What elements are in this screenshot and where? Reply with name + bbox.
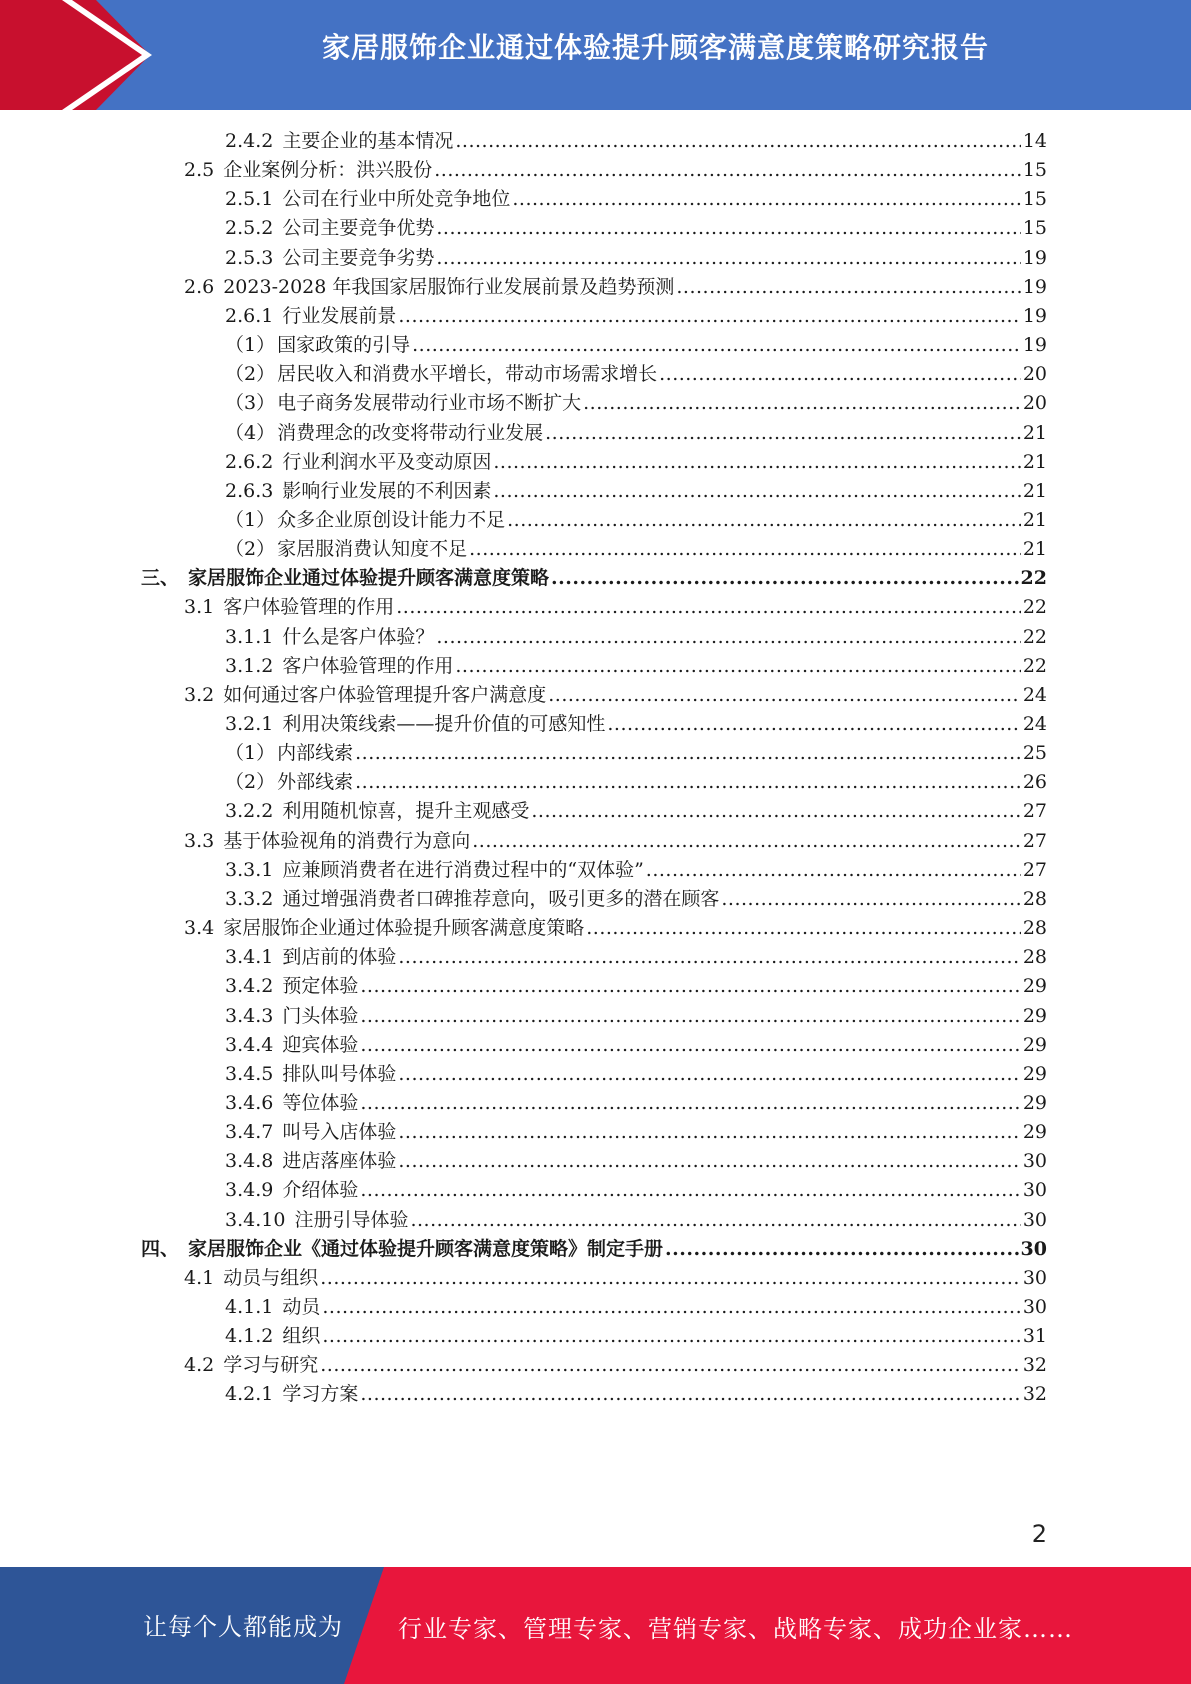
toc-entry-title: 如何通过客户体验管理提升客户满意度 xyxy=(223,683,547,706)
toc-entry-page: 22 xyxy=(1022,625,1047,648)
toc-entry[interactable] xyxy=(225,796,1047,826)
toc-entry-number: 3.4.10 xyxy=(225,1208,286,1231)
toc-entry-title: 公司主要竞争劣势 xyxy=(282,246,435,269)
toc-dot-leader xyxy=(412,330,1021,360)
toc-entry-number: （1） xyxy=(225,334,276,357)
toc-entry-number: 2.5.3 xyxy=(225,246,274,269)
toc-entry-title: 影响行业发展的不利因素 xyxy=(282,479,492,502)
toc-entry-number: 2.6.2 xyxy=(225,450,274,473)
toc-entry-number: 4.2.1 xyxy=(225,1383,274,1406)
toc-entry[interactable] xyxy=(225,1117,1047,1147)
toc-entry-page: 30 xyxy=(1022,1179,1047,1202)
toc-entry-number: （2） xyxy=(225,538,276,561)
toc-dot-leader xyxy=(583,388,1021,418)
toc-entry[interactable] xyxy=(225,1379,1047,1409)
page-header xyxy=(0,0,1191,110)
toc-entry-page: 29 xyxy=(1022,1004,1047,1027)
toc-entry-page: 30 xyxy=(1022,1296,1047,1318)
toc-entry[interactable] xyxy=(225,534,1047,564)
toc-entry[interactable] xyxy=(225,1059,1047,1089)
toc-entry-title: 2023-2028 年我国家居服饰行业发展前景及趋势预测 xyxy=(223,275,675,298)
toc-entry-title: 进店落座体验 xyxy=(282,1150,397,1173)
toc-entry[interactable] xyxy=(225,1321,1047,1351)
toc-entry-number: 2.5.1 xyxy=(225,188,274,211)
toc-entry-title: 什么是客户体验？ xyxy=(282,625,435,648)
toc-dot-leader xyxy=(360,1001,1020,1031)
toc-entry-title: 主要企业的基本情况 xyxy=(282,130,454,152)
toc-entry-number: （3） xyxy=(225,392,276,415)
toc-entry[interactable] xyxy=(225,1146,1047,1176)
toc-entry[interactable] xyxy=(184,1263,1047,1293)
toc-entry-page: 29 xyxy=(1022,1033,1047,1056)
header-red-arrow xyxy=(0,0,150,110)
toc-entry-title: 排队叫号体验 xyxy=(282,1062,397,1085)
toc-entry[interactable] xyxy=(225,855,1047,885)
toc-dot-leader xyxy=(436,213,1020,243)
toc-dot-leader xyxy=(455,126,1020,156)
toc-entry-title: 众多企业原创设计能力不足 xyxy=(277,508,506,531)
toc-entry-title: 基于体验视角的消费行为意向 xyxy=(223,829,471,852)
toc-dot-leader xyxy=(410,1205,1020,1235)
toc-entry[interactable] xyxy=(225,767,1047,797)
toc-entry-title: 电子商务发展带动行业市场不断扩大 xyxy=(277,392,582,415)
toc-entry-page: 26 xyxy=(1022,771,1047,794)
toc-entry[interactable] xyxy=(225,1175,1047,1205)
toc-entry-page: 32 xyxy=(1022,1383,1047,1406)
toc-entry-number: 3.3 xyxy=(184,829,215,852)
toc-entry[interactable] xyxy=(225,388,1047,418)
toc-dot-leader xyxy=(507,505,1021,535)
toc-entry-page: 21 xyxy=(1022,508,1047,531)
toc-entry-number: 3.4.4 xyxy=(225,1033,274,1056)
toc-entry[interactable] xyxy=(225,1205,1047,1235)
toc-dot-leader xyxy=(396,592,1021,622)
toc-entry-page: 20 xyxy=(1022,363,1047,386)
toc-entry[interactable] xyxy=(225,1292,1047,1322)
toc-entry-title: 叫号入店体验 xyxy=(282,1121,397,1144)
toc-entry-title: 家居服消费认知度不足 xyxy=(277,538,468,561)
toc-entry-page: 22 xyxy=(1020,567,1047,590)
toc-entry-page: 29 xyxy=(1022,1062,1047,1085)
page-number: 2 xyxy=(1031,1520,1047,1548)
toc-entry-number: （1） xyxy=(225,742,276,765)
toc-entry-number: 3.1 xyxy=(184,596,215,619)
toc-entry-number: 3.4.9 xyxy=(225,1179,274,1202)
toc-dot-leader xyxy=(398,942,1020,972)
toc-entry[interactable] xyxy=(184,155,1047,185)
toc-dot-leader xyxy=(586,913,1021,943)
toc-entry-page: 30 xyxy=(1020,1237,1047,1260)
toc-entry[interactable] xyxy=(225,330,1047,360)
toc-entry-title: 预定体验 xyxy=(282,975,359,998)
toc-dot-leader xyxy=(721,884,1020,914)
toc-dot-leader xyxy=(665,1234,1019,1264)
toc-dot-leader xyxy=(548,680,1021,710)
toc-entry-page: 29 xyxy=(1022,975,1047,998)
toc-entry-number: （2） xyxy=(225,363,276,386)
toc-entry-title: 行业发展前景 xyxy=(282,304,397,327)
toc-entry-page: 31 xyxy=(1022,1325,1047,1348)
toc-entry-page: 20 xyxy=(1022,392,1047,415)
toc-entry[interactable] xyxy=(225,622,1047,652)
toc-dot-leader xyxy=(355,738,1021,768)
toc-entry-title: 动员 xyxy=(282,1296,321,1318)
toc-entry-title: 消费理念的改变将带动行业发展 xyxy=(277,421,544,444)
toc-entry-title: 通过增强消费者口碑推荐意向，吸引更多的潜在顾客 xyxy=(282,887,720,910)
toc-dot-leader xyxy=(531,796,1020,826)
toc-entry-number: 3.4.7 xyxy=(225,1121,274,1144)
toc-entry-page: 14 xyxy=(1022,130,1047,152)
toc-entry-title: 注册引导体验 xyxy=(294,1208,409,1231)
toc-entry-title: 居民收入和消费水平增长，带动市场需求增长 xyxy=(277,363,658,386)
toc-entry-number: 3.3.2 xyxy=(225,887,274,910)
toc-entry[interactable] xyxy=(225,505,1047,535)
toc-entry-title: 迎宾体验 xyxy=(282,1033,359,1056)
toc-entry-number: 2.5 xyxy=(184,159,215,182)
toc-entry[interactable] xyxy=(184,272,1047,302)
toc-entry[interactable] xyxy=(225,738,1047,768)
toc-entry-title: 利用随机惊喜，提升主观感受 xyxy=(282,800,530,823)
toc-entry[interactable] xyxy=(225,213,1047,243)
toc-entry[interactable] xyxy=(141,1234,1047,1264)
toc-entry-page: 22 xyxy=(1022,596,1047,619)
toc-entry-title: 公司在行业中所处竞争地位 xyxy=(282,188,511,211)
page-footer xyxy=(0,1567,1191,1684)
toc-entry-page: 28 xyxy=(1022,917,1047,940)
toc-dot-leader xyxy=(398,1146,1020,1176)
toc-entry[interactable] xyxy=(225,971,1047,1001)
toc-dot-leader xyxy=(360,971,1020,1001)
toc-dot-leader xyxy=(398,1117,1020,1147)
toc-entry[interactable] xyxy=(225,709,1047,739)
toc-entry-page: 28 xyxy=(1022,887,1047,910)
toc-dot-leader xyxy=(676,272,1020,302)
toc-entry[interactable] xyxy=(225,476,1047,506)
toc-entry[interactable] xyxy=(184,913,1047,943)
toc-entry[interactable] xyxy=(225,126,1047,156)
toc-entry-title: 家居服饰企业通过体验提升顾客满意度策略 xyxy=(223,917,585,940)
toc-entry-page: 15 xyxy=(1022,188,1047,211)
toc-dot-leader xyxy=(322,1321,1020,1351)
toc-dot-leader xyxy=(659,359,1021,389)
toc-entry-number: 2.4.2 xyxy=(225,130,274,152)
toc-entry-title: 家居服饰企业《通过体验提升顾客满意度策略》制定手册 xyxy=(188,1237,664,1260)
toc-dot-leader xyxy=(320,1263,1021,1293)
toc-entry-page: 15 xyxy=(1022,217,1047,240)
toc-entry-number: 3.4.1 xyxy=(225,946,274,969)
toc-dot-leader xyxy=(493,447,1020,477)
toc-dot-leader xyxy=(512,184,1020,214)
toc-entry-title: 组织 xyxy=(282,1325,321,1348)
toc-entry-number: 2.6 xyxy=(184,275,215,298)
toc-entry[interactable] xyxy=(225,1001,1047,1031)
toc-entry-page: 21 xyxy=(1022,479,1047,502)
toc-dot-leader xyxy=(551,563,1019,593)
toc-entry[interactable] xyxy=(225,1030,1047,1060)
toc-entry[interactable] xyxy=(225,942,1047,972)
toc-entry-page: 19 xyxy=(1022,334,1047,357)
toc-entry-title: 客户体验管理的作用 xyxy=(282,654,454,677)
toc-dot-leader xyxy=(607,709,1020,739)
toc-entry-page: 19 xyxy=(1022,246,1047,269)
toc-entry-number: 2.6.3 xyxy=(225,479,274,502)
toc-dot-leader xyxy=(360,1030,1020,1060)
toc-entry-page: 25 xyxy=(1022,742,1047,765)
toc-dot-leader xyxy=(455,651,1020,681)
toc-entry[interactable] xyxy=(225,447,1047,477)
toc-entry[interactable] xyxy=(225,359,1047,389)
toc-dot-leader xyxy=(436,243,1020,273)
toc-entry-number: 3.4.6 xyxy=(225,1091,274,1114)
toc-entry-number: 3.2.1 xyxy=(225,713,274,735)
toc-entry-title: 门头体验 xyxy=(282,1004,359,1027)
toc-entry-number: 3.2.2 xyxy=(225,800,274,823)
toc-entry-page: 21 xyxy=(1022,538,1047,561)
toc-entry-number: 4.1 xyxy=(184,1266,215,1289)
toc-entry-title: 行业利润水平及变动原因 xyxy=(282,450,492,473)
toc-entry[interactable] xyxy=(225,651,1047,681)
toc-entry[interactable] xyxy=(225,301,1047,331)
toc-dot-leader xyxy=(322,1292,1020,1322)
toc-entry-number: 三、 xyxy=(141,567,180,590)
toc-entry-number: 3.1.2 xyxy=(225,654,274,677)
toc-entry[interactable] xyxy=(141,563,1047,593)
toc-entry-number: （1） xyxy=(225,508,276,531)
toc-dot-leader xyxy=(398,1059,1020,1089)
toc-entry-page: 22 xyxy=(1022,654,1047,677)
toc-entry-title: 介绍体验 xyxy=(282,1179,359,1202)
toc-entry-page: 32 xyxy=(1022,1354,1047,1377)
toc-entry-title: 利用决策线索——提升价值的可感知性 xyxy=(282,713,606,735)
toc-entry-number: 3.4.3 xyxy=(225,1004,274,1027)
toc-entry-title: 企业案例分析：洪兴股份 xyxy=(223,159,433,182)
toc-entry-page: 19 xyxy=(1022,304,1047,327)
toc-dot-leader xyxy=(360,1088,1020,1118)
toc-entry[interactable] xyxy=(225,418,1047,448)
toc-entry-number: 3.4.2 xyxy=(225,975,274,998)
toc-entry-page: 30 xyxy=(1022,1266,1047,1289)
toc-entry-page: 29 xyxy=(1022,1091,1047,1114)
toc-entry-number: 4.1.2 xyxy=(225,1325,274,1348)
report-title: 家居服饰企业通过体验提升顾客满意度策略研究报告 xyxy=(321,31,989,64)
toc-entry[interactable] xyxy=(184,1350,1047,1380)
toc-entry-number: 4.1.1 xyxy=(225,1296,274,1318)
toc-entry-page: 27 xyxy=(1022,800,1047,823)
toc-entry-title: 学习与研究 xyxy=(223,1354,319,1377)
toc-entry-number: 3.4.5 xyxy=(225,1062,274,1085)
toc-entry[interactable] xyxy=(225,884,1047,914)
toc-entry-page: 27 xyxy=(1022,858,1047,881)
toc-dot-leader xyxy=(646,855,1021,885)
toc-dot-leader xyxy=(320,1350,1021,1380)
toc-entry-title: 到店前的体验 xyxy=(282,946,397,969)
toc-entry-number: （4） xyxy=(225,421,276,444)
toc-dot-leader xyxy=(436,622,1020,652)
toc-entry[interactable] xyxy=(225,184,1047,214)
toc-entry-number: 3.4 xyxy=(184,917,215,940)
toc-entry-number: 4.2 xyxy=(184,1354,215,1377)
toc-dot-leader xyxy=(360,1175,1020,1205)
toc-entry-title: 国家政策的引导 xyxy=(277,334,411,357)
toc-entry-title: 等位体验 xyxy=(282,1091,359,1114)
toc-entry-number: 3.3.1 xyxy=(225,858,274,881)
toc-entry-title: 内部线索 xyxy=(277,742,354,765)
toc-dot-leader xyxy=(355,767,1021,797)
toc-entry-page: 29 xyxy=(1022,1121,1047,1144)
toc-entry-page: 30 xyxy=(1022,1150,1047,1173)
toc-entry[interactable] xyxy=(184,680,1047,710)
toc-dot-leader xyxy=(469,534,1021,564)
toc-entry-page: 28 xyxy=(1022,946,1047,969)
toc-entry-page: 19 xyxy=(1022,275,1047,298)
toc-entry[interactable] xyxy=(225,1088,1047,1118)
toc-entry[interactable] xyxy=(225,243,1047,273)
toc-entry-page: 30 xyxy=(1022,1208,1047,1231)
toc-entry-title: 公司主要竞争优势 xyxy=(282,217,435,240)
toc-entry-page: 24 xyxy=(1022,683,1047,706)
footer-slogan-right: 行业专家、管理专家、营销专家、战略专家、成功企业家…… xyxy=(398,1615,1073,1643)
toc-dot-leader xyxy=(545,418,1021,448)
toc-entry-title: 家居服饰企业通过体验提升顾客满意度策略 xyxy=(188,567,550,590)
toc-entry-title: 应兼顾消费者在进行消费过程中的“双体验” xyxy=(282,858,644,881)
toc-entry-page: 24 xyxy=(1022,713,1047,735)
toc-entry-title: 学习方案 xyxy=(282,1383,359,1406)
toc-entry-number: 3.1.1 xyxy=(225,625,274,648)
toc-entry-page: 27 xyxy=(1022,829,1047,852)
toc-entry-number: 2.6.1 xyxy=(225,304,274,327)
toc-entry-page: 21 xyxy=(1022,450,1047,473)
toc-dot-leader xyxy=(434,155,1021,185)
toc-entry[interactable] xyxy=(184,826,1047,856)
toc-dot-leader xyxy=(472,826,1021,856)
toc-entry-page: 15 xyxy=(1022,159,1047,182)
toc-entry-number: （2） xyxy=(225,771,276,794)
toc-entry-title: 外部线索 xyxy=(277,771,354,794)
toc-entry-page: 21 xyxy=(1022,421,1047,444)
toc-entry[interactable] xyxy=(184,592,1047,622)
toc-entry-number: 四、 xyxy=(141,1237,180,1260)
toc-entry-title: 动员与组织 xyxy=(223,1266,319,1289)
toc-entry-title: 客户体验管理的作用 xyxy=(223,596,395,619)
toc-dot-leader xyxy=(493,476,1020,506)
toc-dot-leader xyxy=(398,301,1020,331)
toc-dot-leader xyxy=(360,1379,1020,1409)
footer-slogan-left: 让每个人都能成为 xyxy=(143,1613,343,1641)
toc-entry-number: 3.4.8 xyxy=(225,1150,274,1173)
toc-entry-number: 3.2 xyxy=(184,683,215,706)
toc-entry-number: 2.5.2 xyxy=(225,217,274,240)
